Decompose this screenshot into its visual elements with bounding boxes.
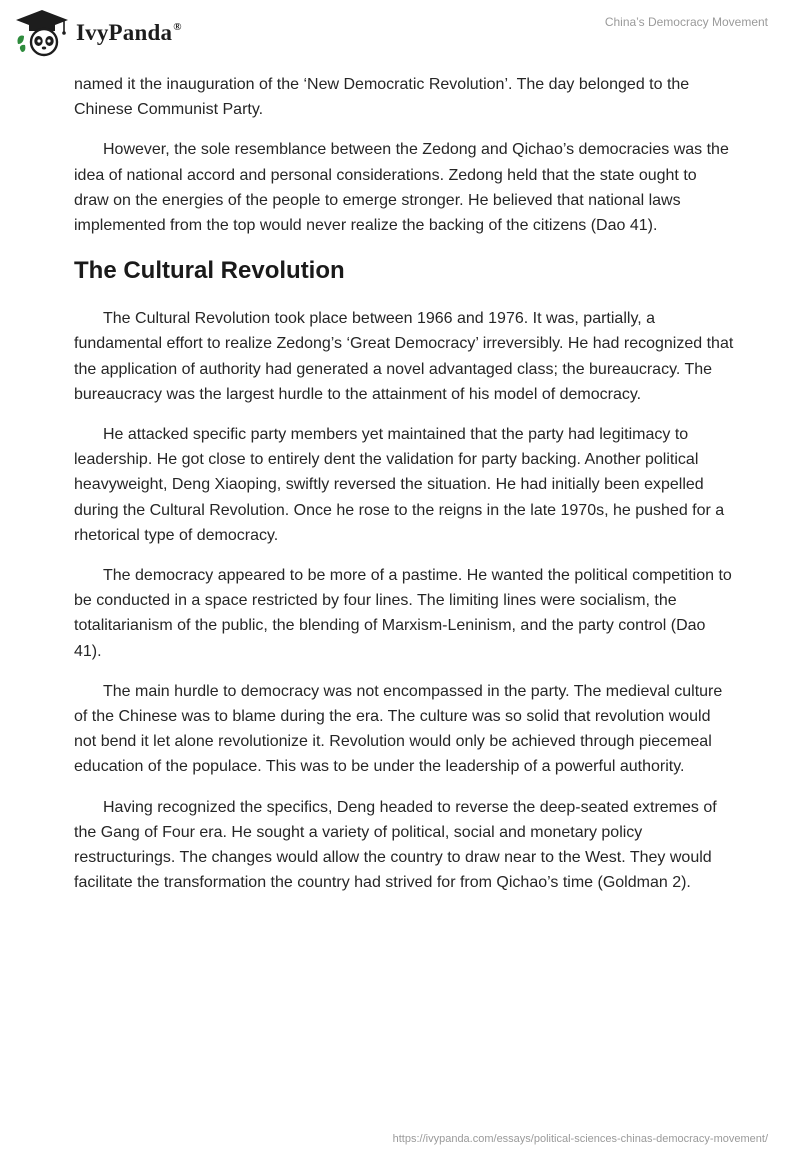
paragraph: The democracy appeared to be more of a pastime. He wanted the political competition to be conducted in a space restricted by four lines. The limiting lines were socialism, the totalitarianism of the public, the blending of Marxism-Leninism, and the party control (Dao 41).: [74, 567, 732, 660]
paragraph: The Cultural Revolution took place between 1966 and 1976. It was, partially, a fundamental effort to realize Zedong’s ‘Great Democracy’ irreversibly. He had recognized that the application of authority had generated a novel advantaged class; the bureaucracy. The bureaucracy was the largest hurdle to the attainment of his model of democracy.: [74, 310, 734, 403]
paragraph: The main hurdle to democracy was not encompassed in the party. The medieval culture of the Chinese was to blame during the era. The culture was so solid that revolution would not bend it let alone revolutionize it. Revolution would only be achieved through piecemeal education of the populace. This was to be under the leadership of a powerful authority.: [74, 682, 723, 776]
registered-mark: ®: [173, 21, 182, 33]
panda-graduate-icon: [14, 8, 70, 58]
document-title: China’s Democracy Movement: [604, 15, 768, 29]
paragraph: Having recognized the specifics, Deng headed to reverse the deep-seated extremes of the Gang of Four era. He sought a variety of political, social and monetary policy restructurings. The changes would allow the country to draw near to the West. They would facilitate the transformation the country had strived for from Qichao’s time (Goldman 2).: [74, 798, 717, 892]
paragraph: He attacked specific party members yet maintained that the party had legitimacy to leadership. He got close to entirely dent the validation for party backing. Another political heavyweight, Deng Xiaoping, swiftly reversed the situation. He had initially been expelled during the Cultural Revolution. Once he rose to the reigns in the late 1970s, he pushed for a rhetorical type of democracy.: [74, 426, 725, 544]
section-heading: The Cultural Revolution: [74, 257, 345, 285]
essay-body: [74, 72, 734, 910]
paragraph: However, the sole resemblance between the Zedong and Qichao’s democracies was the idea of national accord and personal considerations. Zedong held that the state ought to draw on the energies of the people to emerge stronger. He believed that national laws implemented from the top would never realize the backing of the citizens (Dao 41).: [74, 141, 729, 235]
ivypanda-logo[interactable]: [14, 8, 182, 58]
paragraph-continued: named it the inauguration of the ‘New Democratic Revolution’. The day belonged to the Chinese Communist Party.: [74, 76, 690, 119]
brand-name: IvyPanda®: [76, 20, 182, 45]
source-url[interactable]: https://ivypanda.com/essays/political-sciences-chinas-democracy-movement/: [392, 1133, 768, 1145]
page-header: [0, 0, 800, 70]
